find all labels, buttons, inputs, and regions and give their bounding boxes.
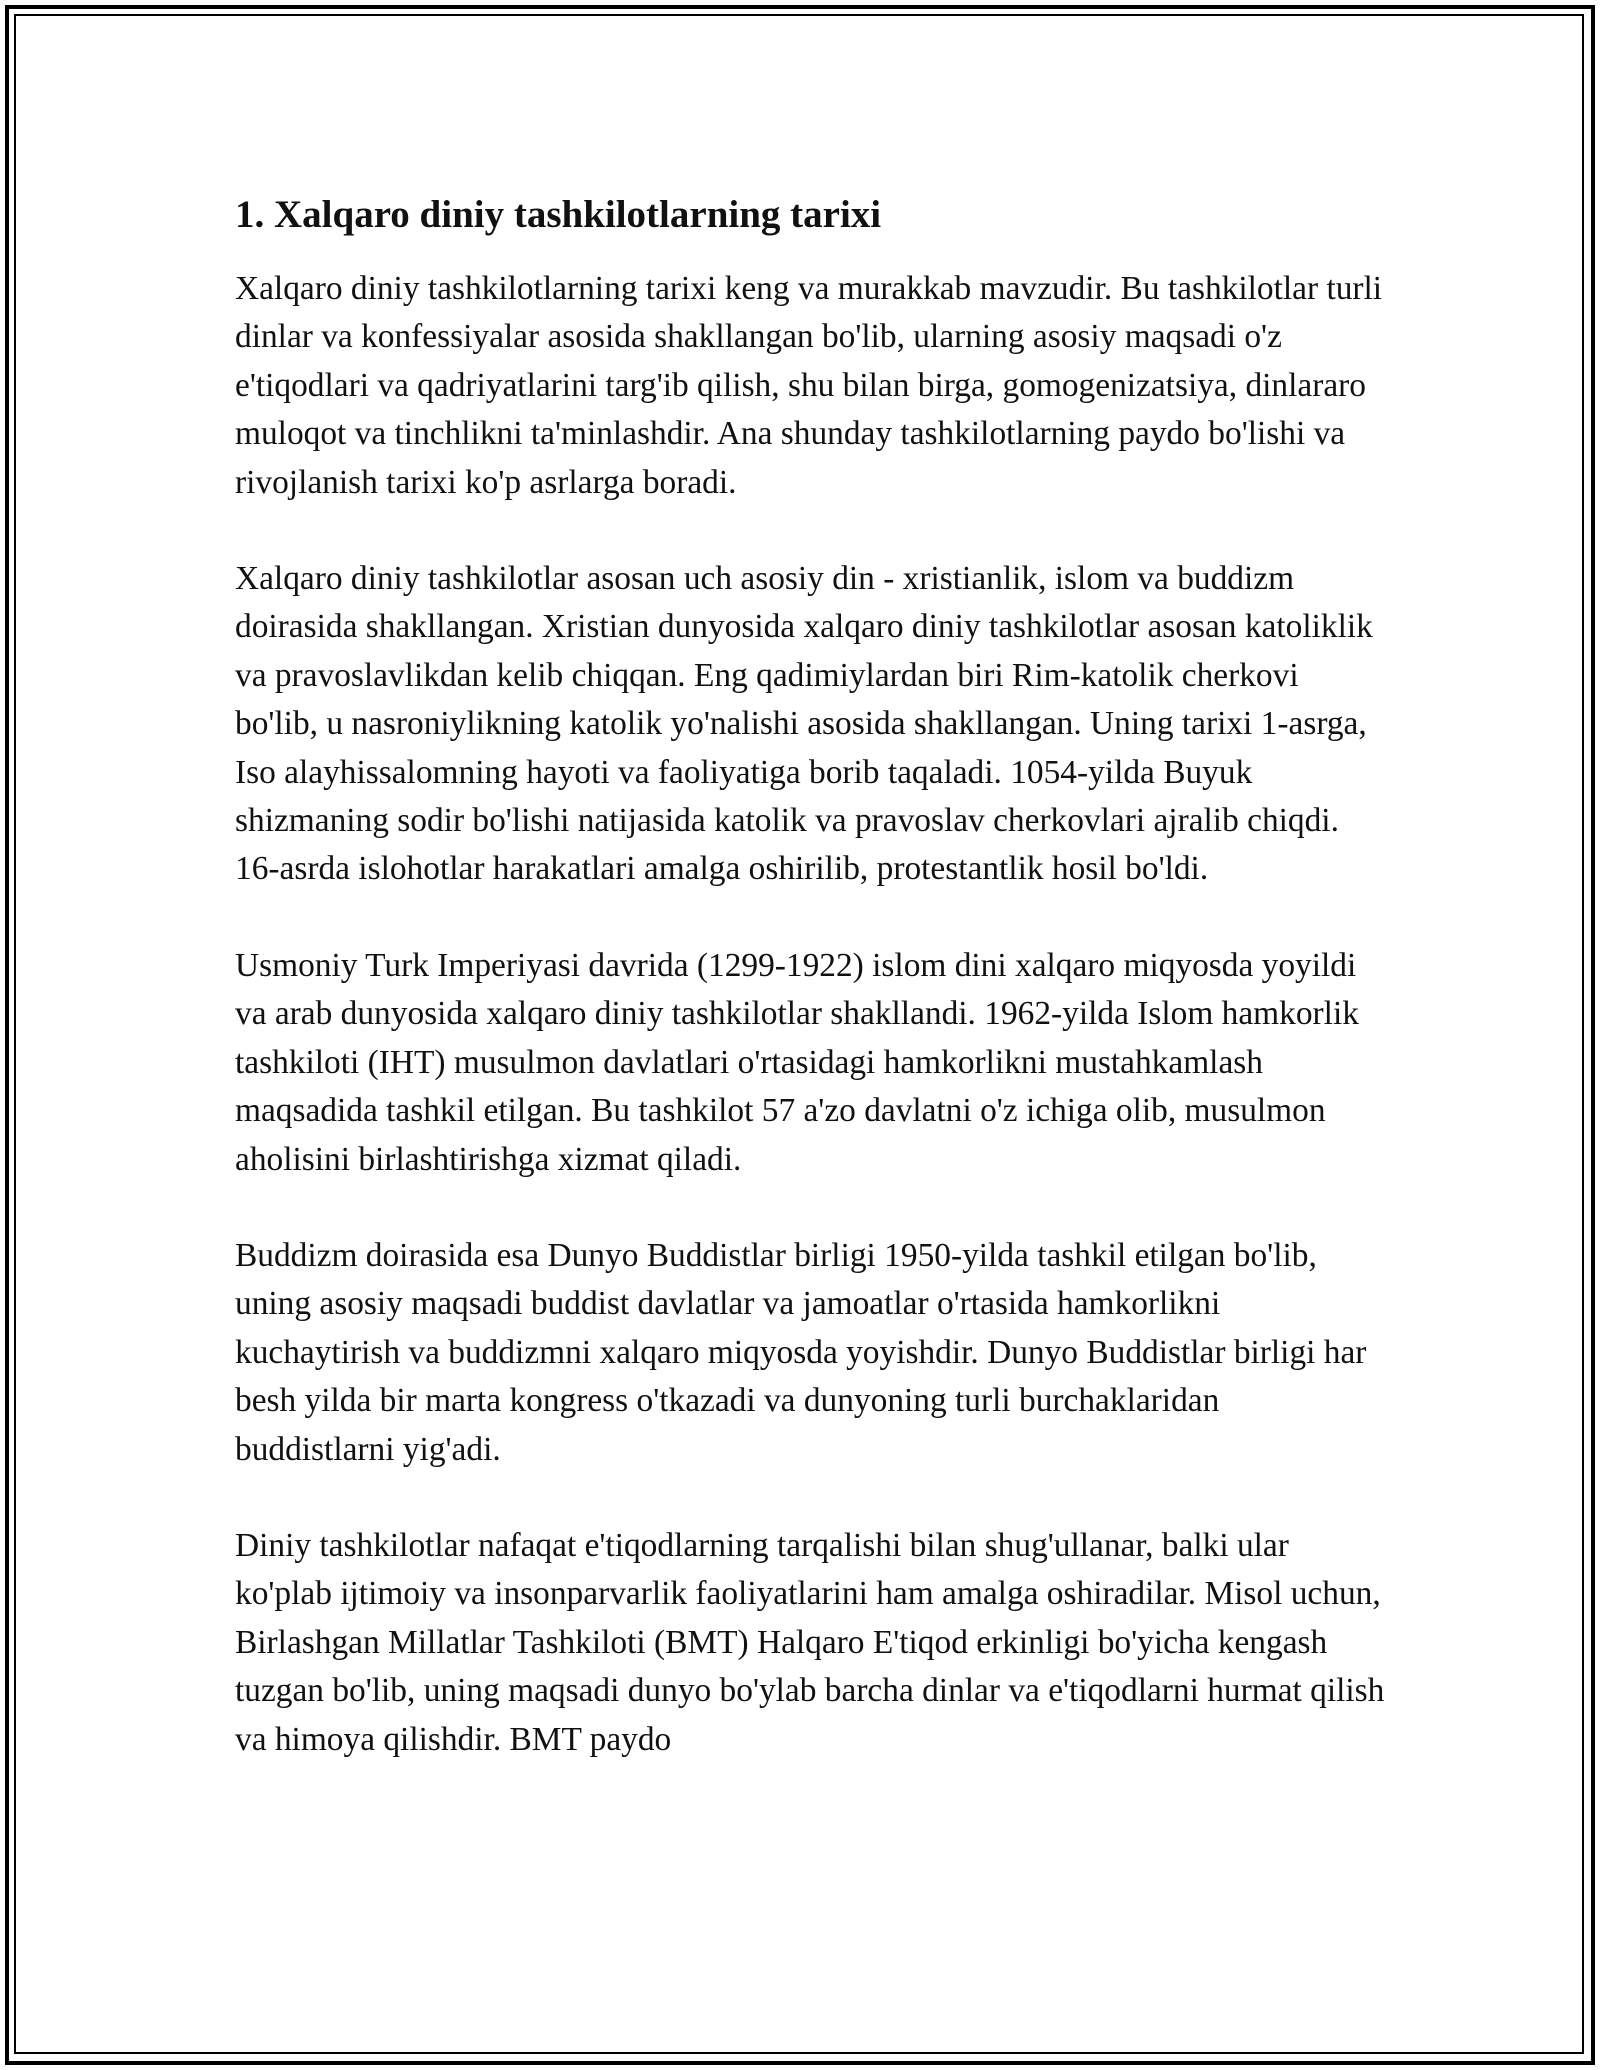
paragraph-islam-organizations: Usmoniy Turk Imperiyasi davrida (1299-1922) islom dini xalqaro miqyosda yoyildi va arab dunyosida xalqaro diniy tashkilotlar shakllandi. 1962-yilda Islom hamkorlik tashkiloti (IHT) musulmon davlatlari o'rtasidagi hamkorlikni mustahkamlash maqsadida tashkil etilgan. Bu tashkilot 57 a'zo davlatni o'z ichiga olib, musulmon aholisini birlashtirishga xizmat qiladi. bbox=[235, 946, 1359, 1178]
paragraph-buddhist-union: Buddizm doirasida esa Dunyo Buddistlar birligi 1950-yilda tashkil etilgan bo'lib, uning asosiy maqsadi buddist davlatlar va jamoatlar o'rtasida hamkorlikni kuchaytirish va buddizmni xalqaro miqyosda yoyishdir. Dunyo Buddistlar birligi har besh yilda bir marta kongress o'tkazadi va dunyoning turli burchaklaridan buddistlarni yig'adi. bbox=[235, 1236, 1367, 1468]
section-heading: 1. Xalqaro diniy tashkilotlarning tarixi bbox=[235, 193, 882, 236]
document-body bbox=[235, 190, 1385, 1812]
paragraph-three-religions: Xalqaro diniy tashkilotlar asosan uch asosiy din - xristianlik, islom va buddizm doirasida shakllangan. Xristian dunyosida xalqaro diniy tashkilotlar asosan katoliklik va pravoslavlikdan kelib chiqqan. Eng qadimiylardan biri Rim-katolik cherkovi bo'lib, u nasroniylikning katolik yo'nalishi asosida shakllangan. Uning tarixi 1-asrga, Iso alayhissalomning hayoti va faoliyatiga borib taqaladi. 1054-yilda Buyuk shizmaning sodir bo'lishi natijasida katolik va pravoslav cherkovlari ajralib chiqdi. 16-asrda islohotlar harakatlari amalga oshirilib, protestantlik hosil bo'ldi. bbox=[235, 560, 1373, 888]
paragraph-history-overview: Xalqaro diniy tashkilotlarning tarixi keng va murakkab mavzudir. Bu tashkilotlar turli dinlar va konfessiyalar asosida shakllangan bo'lib, ularning asosiy maqsadi o'z e'tiqodlari va qadriyatlarini targ'ib qilish, shu bilan birga, gomogenizatsiya, dinlararo muloqot va tinchlikni ta'minlashdir. Ana shunday tashkilotlarning paydo bo'lishi va rivojlanish tarixi ko'p asrlarga boradi. bbox=[235, 270, 1383, 501]
paragraph-social-activities: Diniy tashkilotlar nafaqat e'tiqodlarning tarqalishi bilan shug'ullanar, balki ular ko'plab ijtimoiy va insonparvarlik faoliyatlarini ham amalga oshiradilar. Misol uchun, Birlashgan Millatlar Tashkiloti (BMT) Halqaro E'tiqod erkinligi bo'yicha kengash tuzgan bo'lib, uning maqsadi dunyo bo'ylab barcha dinlar va e'tiqodlarni hurmat qilish va himoya qilishdir. BMT paydo bbox=[235, 1526, 1385, 1758]
